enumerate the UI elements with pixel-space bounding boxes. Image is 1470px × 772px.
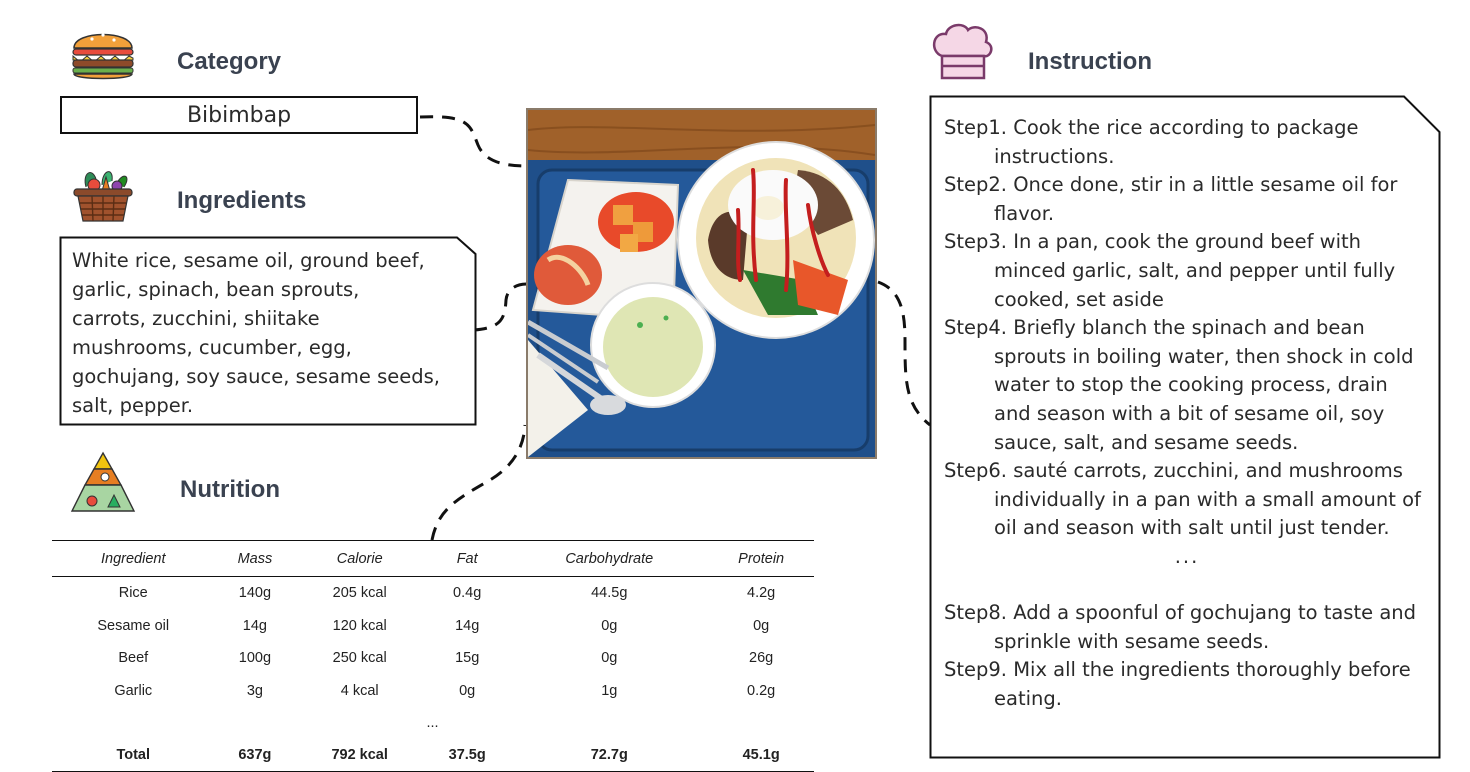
instruction-step: Step2. Once done, stir in a little sesame oil for flavor. (944, 173, 1398, 225)
col-header-protein: Protein (708, 541, 814, 577)
instruction-step: Step9. Mix all the ingredients thoroughly before eating. (944, 658, 1411, 710)
total-cell: 37.5g (424, 739, 510, 772)
instruction-step: Step4. Briefly blanch the spinach and bean sprouts in boiling water, then shock in cold water to stop the cooking process, drain and season with a bit of sesame oil, soy sauce, salt, and sesame seeds. (944, 316, 1414, 454)
table-cell: 0.2g (747, 682, 776, 699)
category-heading: Category (177, 48, 282, 75)
col-header-fat: Fat (424, 541, 510, 577)
vegetable-basket-icon (72, 163, 134, 225)
table-cell: 26g (749, 650, 774, 667)
ingredients-line: White rice, sesame oil, ground beef, (72, 249, 425, 272)
bibimbap-photo (526, 108, 877, 459)
col-header-carbohydrate: Carbohydrate (510, 541, 708, 577)
table-cell: Garlic (114, 682, 153, 699)
table-cell: 0g (753, 617, 770, 634)
table-cell: Rice (118, 585, 148, 602)
table-cell: 3g (246, 682, 263, 699)
instruction-step: Step3. In a pan, cook the ground beef with minced garlic, salt, and pepper until fully cooked, set aside (944, 230, 1396, 311)
food-pyramid-icon (70, 451, 136, 513)
table-cell: Beef (118, 650, 149, 667)
instruction-step: Step8. Add a spoonful of gochujang to taste and sprinkle with sesame seeds. (944, 600, 1416, 653)
total-cell: 72.7g (510, 739, 708, 772)
ingredients-line: mushrooms, cucumber, egg, (72, 336, 352, 359)
table-cell: 15g (455, 650, 480, 667)
table-cell: 140g (238, 585, 272, 602)
instruction-step: Step1. Cook the rice according to package instructions. (944, 116, 1359, 168)
hamburger-icon (70, 22, 136, 82)
table-row (52, 642, 814, 675)
col-header-ingredient: Ingredient (52, 541, 215, 577)
total-cell: Total (52, 739, 215, 772)
connector-category (420, 117, 526, 166)
table-cell: 0.4g (453, 585, 482, 602)
ingredients-line: garlic, spinach, bean sprouts, (72, 278, 360, 301)
table-ellipsis: ... (426, 715, 439, 731)
ingredients-list (72, 246, 472, 420)
total-cell: 45.1g (708, 739, 814, 772)
table-cell: 44.5g (591, 585, 628, 602)
instruction-heading: Instruction (1028, 48, 1152, 75)
ingredients-line: salt, pepper. (72, 394, 194, 417)
instruction-ellipsis: ... (1174, 544, 1200, 568)
connector-instruction (878, 282, 930, 425)
table-total-row (52, 739, 814, 772)
table-cell: 4 kcal (340, 682, 379, 699)
nutrition-table (52, 540, 814, 772)
chef-hat-icon (930, 22, 996, 82)
table-cell: 4.2g (747, 585, 776, 602)
instruction-gap (944, 571, 1430, 599)
instruction-step: Step6. sauté carrots, zucchini, and mushrooms individually in a pan with a small amount of oil and season with salt until just tender. (944, 459, 1421, 540)
table-cell: 250 kcal (332, 650, 387, 667)
table-cell: 100g (238, 650, 272, 667)
table-cell: Sesame oil (97, 617, 170, 634)
connector-ingredients (474, 284, 527, 330)
ingredients-line: carrots, zucchini, shiitake (72, 307, 320, 330)
table-cell: 1g (601, 682, 618, 699)
table-header-row (52, 541, 814, 577)
table-cell: 0g (459, 682, 476, 699)
table-cell: 120 kcal (332, 617, 387, 634)
table-cell: 0g (601, 650, 618, 667)
table-row (52, 577, 814, 610)
table-row (52, 675, 814, 708)
total-cell: 792 kcal (295, 739, 424, 772)
total-cell: 637g (215, 739, 296, 772)
ingredients-line: gochujang, soy sauce, sesame seeds, (72, 365, 441, 388)
table-row (52, 610, 814, 643)
instruction-steps (944, 114, 1430, 713)
col-header-mass: Mass (215, 541, 296, 577)
nutrition-heading: Nutrition (180, 476, 280, 503)
table-cell: 205 kcal (332, 585, 387, 602)
connector-nutrition (432, 425, 525, 540)
table-cell: 0g (601, 617, 618, 634)
bibimbap-illustration (528, 110, 875, 457)
table-ellipsis-row (52, 707, 814, 739)
category-value-box: Bibimbap (60, 96, 418, 134)
table-cell: 14g (242, 617, 267, 634)
table-cell: 14g (455, 617, 480, 634)
ingredients-heading: Ingredients (177, 187, 307, 214)
col-header-calorie: Calorie (295, 541, 424, 577)
